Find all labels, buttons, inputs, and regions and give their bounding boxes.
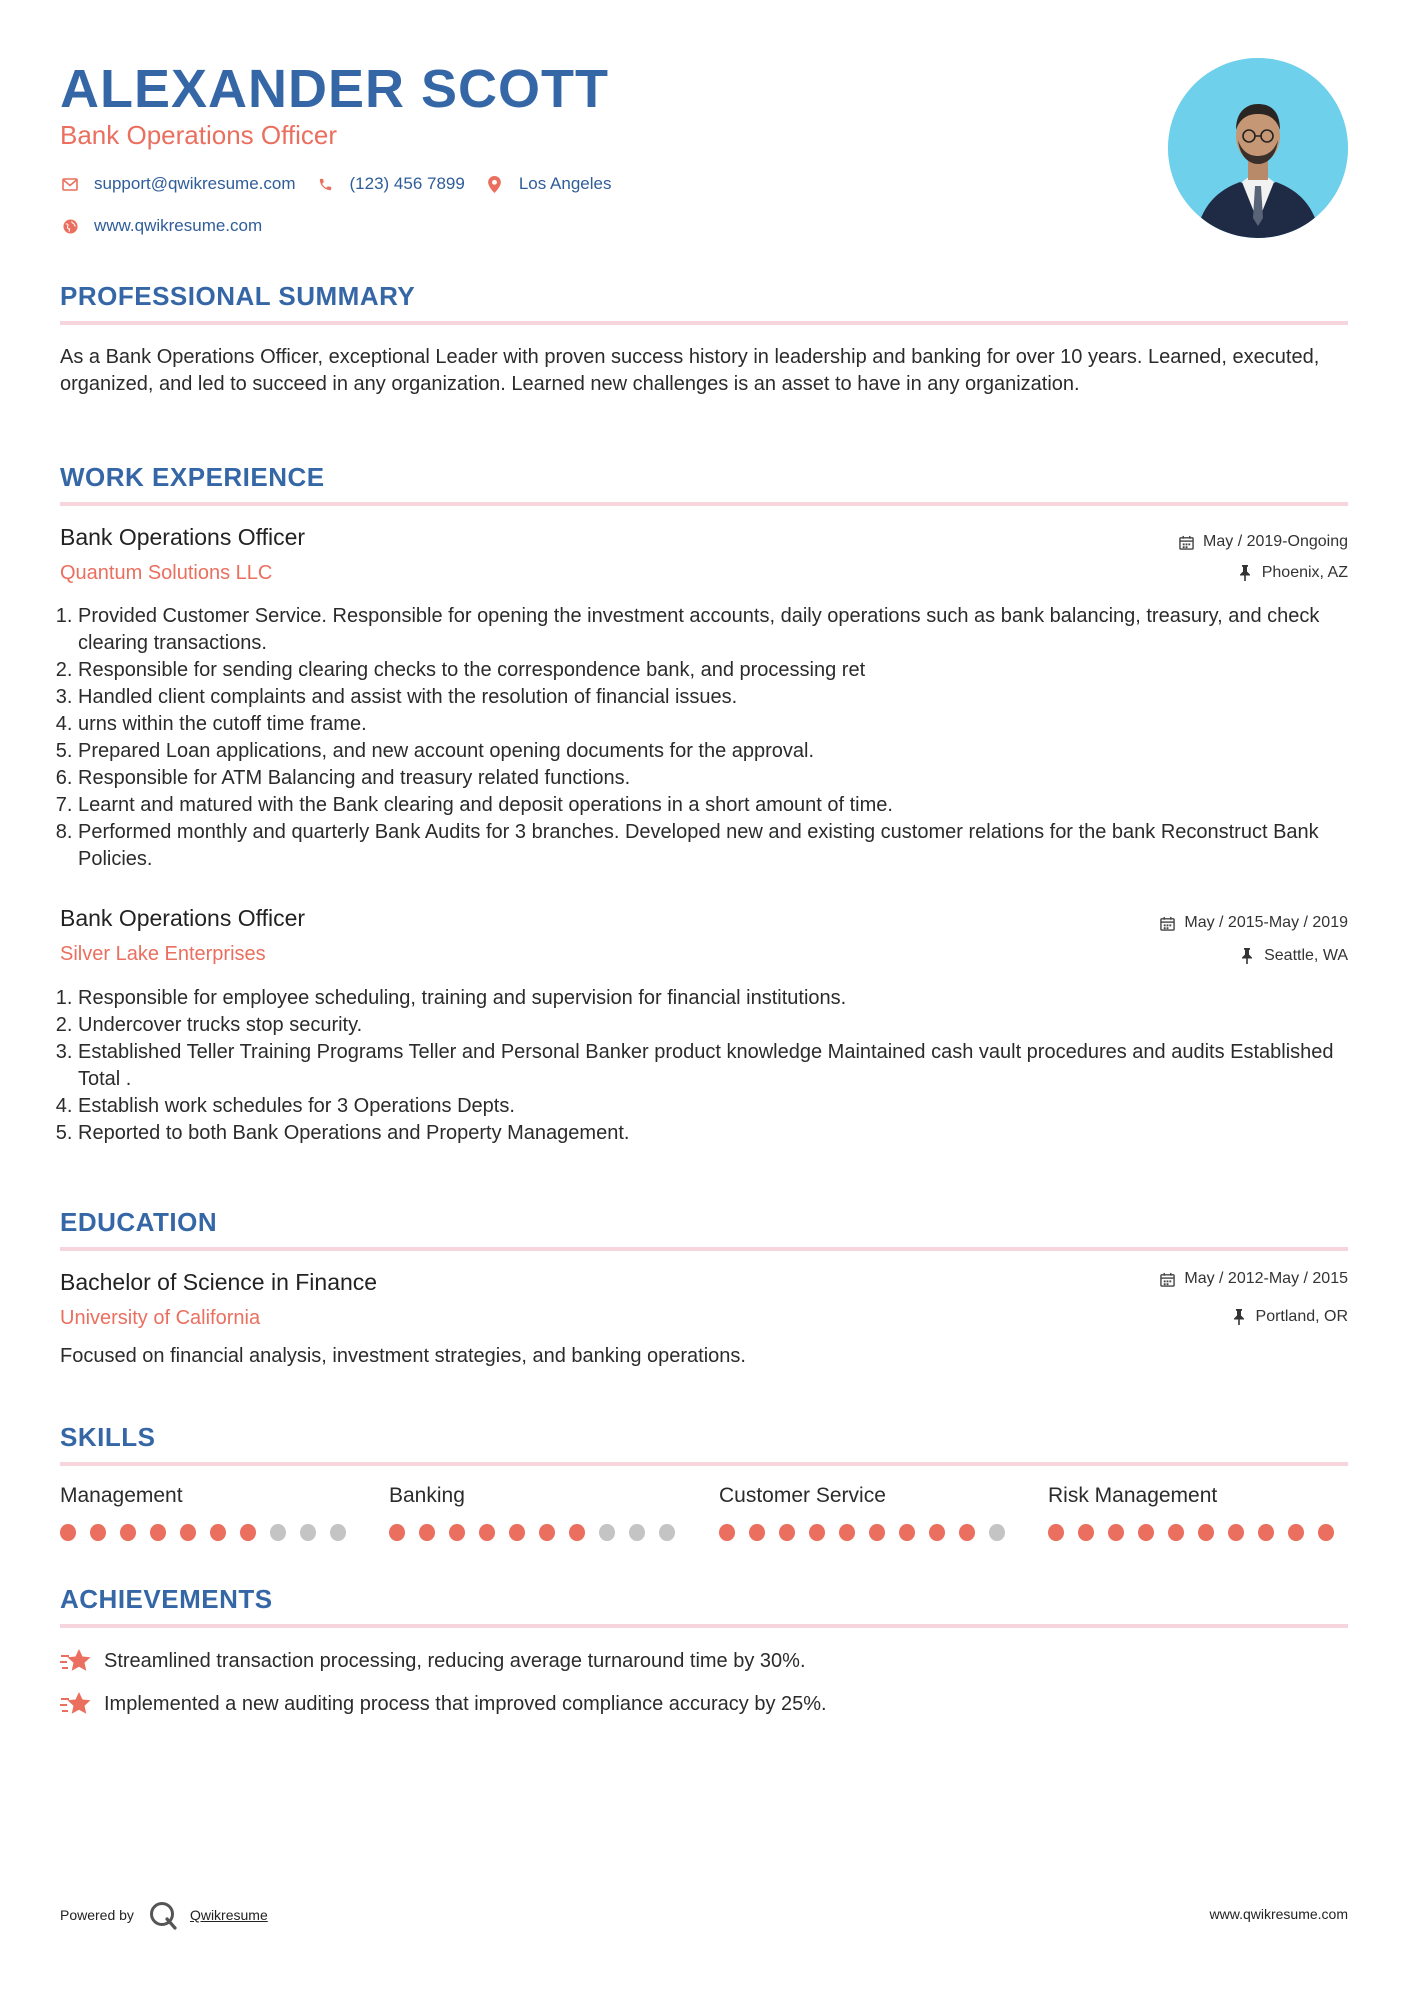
list-item: 8. Performed monthly and quarterly Bank Audits for 3 branches. Developed new and existing customer relations for the bank Reconstruct Bank Policies. (78, 819, 1348, 873)
job-duties-list (60, 603, 1348, 873)
skill-item (389, 1484, 689, 1541)
skill-dot-filled (899, 1524, 915, 1541)
globe-icon (60, 216, 80, 236)
skill-dot-filled (210, 1524, 226, 1541)
skill-dot-empty (599, 1524, 615, 1541)
skill-dot-filled (1138, 1524, 1154, 1541)
skill-dot-filled (719, 1524, 735, 1541)
section-divider (60, 321, 1348, 325)
job-location-text: Phoenix, AZ (1261, 564, 1348, 581)
skill-dot-filled (120, 1524, 136, 1541)
skill-dot-empty (270, 1524, 286, 1541)
list-item: 1. Provided Customer Service. Responsible for opening the investment accounts, daily operations such as bank balancing, treasury, and check clearing transactions. (78, 603, 1348, 657)
education-degree: Bachelor of Science in Finance (60, 1269, 378, 1295)
footer-powered-by (60, 1900, 268, 1930)
skill-name: Customer Service (719, 1484, 886, 1507)
skill-dot-filled (1228, 1524, 1244, 1541)
skill-dot-filled (539, 1524, 555, 1541)
list-item: 2. Undercover trucks stop security. (78, 1012, 1348, 1039)
job-role: Bank Operations Officer (60, 524, 306, 550)
skill-dot-empty (659, 1524, 675, 1541)
calendar-icon (1158, 1270, 1176, 1288)
candidate-title: Bank Operations Officer (60, 120, 337, 150)
location-text: Los Angeles (518, 174, 612, 193)
education-dates (1158, 1270, 1348, 1288)
job-company: Silver Lake Enterprises (60, 943, 266, 965)
skill-dot-filled (1258, 1524, 1274, 1541)
skill-dot-filled (749, 1524, 765, 1541)
skill-item (60, 1484, 360, 1541)
email-icon (60, 174, 80, 194)
list-item: 7. Learnt and matured with the Bank clearing and deposit operations in a short amount of time. (78, 792, 1348, 819)
achievement-item (60, 1689, 827, 1719)
job-dates (1158, 914, 1348, 932)
section-divider (60, 1624, 1348, 1628)
email-link[interactable]: support@qwikresume.com (94, 174, 296, 193)
education-school: University of California (60, 1307, 261, 1329)
job-dates-text: May / 2015-May / 2019 (1184, 914, 1348, 931)
achievement-item (60, 1646, 806, 1676)
calendar-icon (1158, 914, 1176, 932)
section-divider (60, 1247, 1348, 1251)
pushpin-icon (1236, 564, 1254, 582)
skill-dot-filled (90, 1524, 106, 1541)
skill-dot-empty (300, 1524, 316, 1541)
skill-rating (389, 1524, 689, 1541)
skill-dot-empty (989, 1524, 1005, 1541)
skill-dot-filled (1108, 1524, 1124, 1541)
experience-heading: WORK EXPERIENCE (60, 462, 325, 492)
skill-name: Banking (389, 1484, 465, 1507)
achievement-text: Implemented a new auditing process that improved compliance accuracy by 25%. (104, 1692, 827, 1715)
skill-dot-filled (240, 1524, 256, 1541)
job-dates-text: May / 2019-Ongoing (1203, 533, 1348, 550)
skill-dot-filled (569, 1524, 585, 1541)
website-row (60, 213, 282, 239)
skill-dot-filled (779, 1524, 795, 1541)
profile-photo (1168, 58, 1348, 238)
education-location-text: Portland, OR (1255, 1308, 1348, 1325)
qwikresume-logo-icon (148, 1900, 178, 1930)
skill-dot-filled (929, 1524, 945, 1541)
skill-item (1048, 1484, 1348, 1541)
summary-text: As a Bank Operations Officer, exceptional Leader with proven success history in leadership and banking for over 10 years. Learned, executed, organized, and led to succeed in any organization. Learned new challenges is an asset to have in any organization. (60, 346, 1320, 395)
achievement-text: Streamlined transaction processing, reducing average turnaround time by 30%. (104, 1649, 806, 1672)
skill-dot-filled (389, 1524, 405, 1541)
footer-website-link[interactable]: www.qwikresume.com (1209, 1906, 1348, 1922)
skill-dot-filled (1288, 1524, 1304, 1541)
job-location (1236, 564, 1348, 582)
list-item: 6. Responsible for ATM Balancing and treasury related functions. (78, 765, 1348, 792)
skill-dot-filled (180, 1524, 196, 1541)
education-dates-text: May / 2012-May / 2015 (1184, 1270, 1348, 1287)
skill-name: Risk Management (1048, 1484, 1218, 1507)
skill-rating (719, 1524, 1019, 1541)
resume-page (60, 0, 1348, 1990)
skill-dot-filled (419, 1524, 435, 1541)
job-location (1238, 947, 1348, 965)
skill-dot-filled (839, 1524, 855, 1541)
skill-dot-filled (60, 1524, 76, 1541)
skill-dot-filled (150, 1524, 166, 1541)
list-item: 2. Responsible for sending clearing checks to the correspondence bank, and processing ret (78, 657, 1348, 684)
contact-row (60, 171, 631, 197)
section-divider (60, 502, 1348, 506)
list-item: 1. Responsible for employee scheduling, training and supervision for financial institutions. (78, 985, 1348, 1012)
achievements-heading: ACHIEVEMENTS (60, 1584, 273, 1614)
list-item: 3. Established Teller Training Programs Teller and Personal Banker product knowledge Maintained cash vault procedures and audits Established Total . (78, 1039, 1348, 1093)
skill-dot-filled (479, 1524, 495, 1541)
skill-rating (1048, 1524, 1348, 1541)
calendar-icon (1177, 533, 1195, 551)
phone-icon (316, 174, 336, 194)
skill-dot-filled (509, 1524, 525, 1541)
skill-name: Management (60, 1484, 183, 1507)
skill-dot-filled (1318, 1524, 1334, 1541)
list-item: 4. urns within the cutoff time frame. (78, 711, 1348, 738)
skill-dot-filled (449, 1524, 465, 1541)
powered-by-label: Powered by (60, 1907, 134, 1923)
website-link[interactable]: www.qwikresume.com (94, 216, 263, 235)
pushpin-icon (1230, 1308, 1248, 1326)
skill-dot-empty (330, 1524, 346, 1541)
education-description: Focused on financial analysis, investment strategies, and banking operations. (60, 1345, 746, 1367)
candidate-name: ALEXANDER SCOTT (60, 59, 610, 119)
education-heading: EDUCATION (60, 1207, 218, 1237)
list-item: 5. Reported to both Bank Operations and Property Management. (78, 1120, 1348, 1147)
list-item: 4. Establish work schedules for 3 Operations Depts. (78, 1093, 1348, 1120)
skill-item (719, 1484, 1019, 1541)
job-duties-list (60, 985, 1348, 1147)
job-location-text: Seattle, WA (1264, 947, 1348, 964)
job-role: Bank Operations Officer (60, 905, 306, 931)
star-icon (60, 1690, 92, 1718)
list-item: 5. Prepared Loan applications, and new account opening documents for the approval. (78, 738, 1348, 765)
summary-heading: PROFESSIONAL SUMMARY (60, 281, 416, 311)
skill-rating (60, 1524, 360, 1541)
job-company: Quantum Solutions LLC (60, 562, 273, 584)
location-pin-icon (485, 174, 505, 194)
skill-dot-empty (629, 1524, 645, 1541)
skill-dot-filled (1168, 1524, 1184, 1541)
section-divider (60, 1462, 1348, 1466)
skill-dot-filled (1048, 1524, 1064, 1541)
list-item: 3. Handled client complaints and assist with the resolution of financial issues. (78, 684, 1348, 711)
skills-heading: SKILLS (60, 1422, 156, 1452)
skill-dot-filled (959, 1524, 975, 1541)
skill-dot-filled (1198, 1524, 1214, 1541)
footer-brand-link[interactable]: Qwikresume (189, 1907, 268, 1923)
skill-dot-filled (869, 1524, 885, 1541)
job-dates (1177, 533, 1348, 551)
pushpin-icon (1238, 947, 1256, 965)
star-icon (60, 1647, 92, 1675)
phone-number[interactable]: (123) 456 7899 (349, 174, 465, 193)
skill-dot-filled (1078, 1524, 1094, 1541)
education-location (1230, 1308, 1348, 1326)
skill-dot-filled (809, 1524, 825, 1541)
